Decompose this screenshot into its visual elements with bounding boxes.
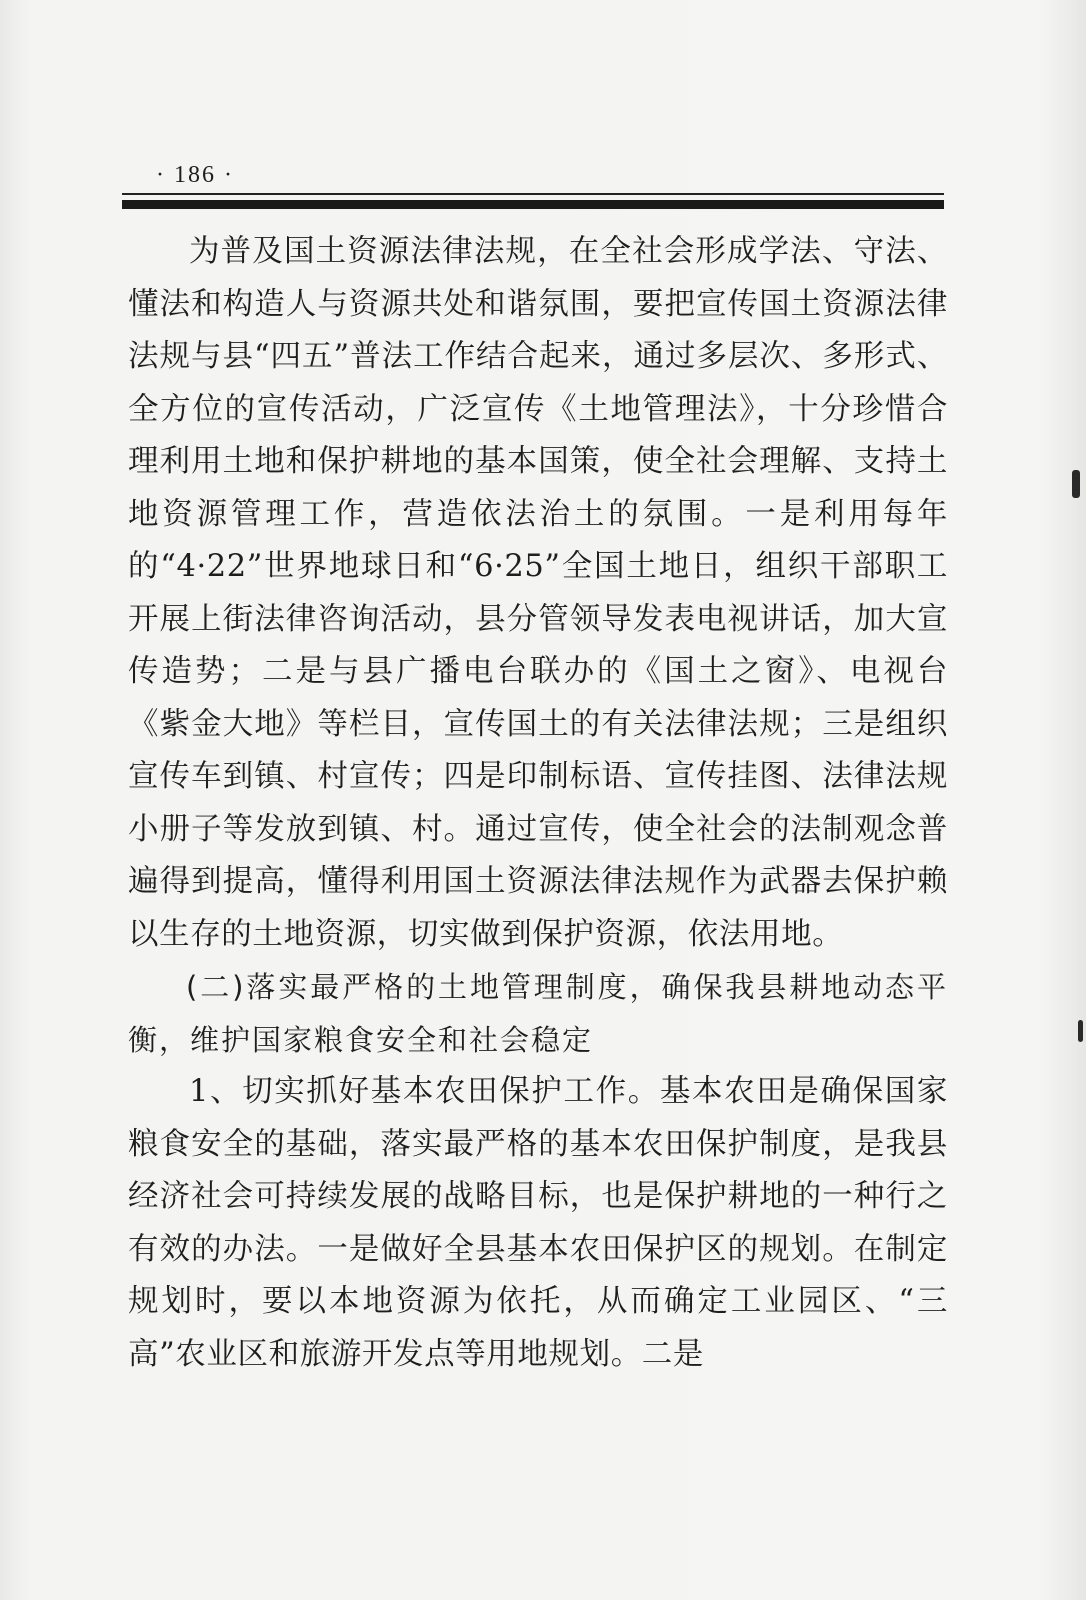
paragraph-farmland-protection: 1、切实抓好基本农田保护工作。基本农田是确保国家粮食安全的基础，落实最严格的基本农田保护制度，是我县经济社会可持续发展的战略目标，也是保护耕地的一种行之有效的办法。一是做好全县基本农田保护区的规划。在制定规划时，要以本地资源为依托，从而确定工业园区、“三高”农业区和旅游开发点等用地规划。二是 — [128, 1074, 948, 1372]
page-body — [128, 226, 948, 1381]
header-rule-thin — [122, 193, 944, 195]
binding-mark — [1072, 470, 1080, 498]
binding-mark — [1078, 1020, 1083, 1042]
page-number: · 186 · — [156, 162, 234, 188]
section-heading: (二)落实最严格的土地管理制度，确保我县耕地动态平衡，维护国家粮食安全和社会稳定 — [128, 970, 948, 1057]
paragraph-law-publicity: 为普及国土资源法律法规，在全社会形成学法、守法、懂法和构造人与资源共处和谐氛围，要把宣传国土资源法律法规与县“四五”普法工作结合起来，通过多层次、多形式、全方位的宣传活动，广泛宣传《土地管理法》，十分珍惜合理利用土地和保护耕地的基本国策，使全社会理解、支持土地资源管理工作，营造依法治土的氛围。一是利用每年的“4·22”世界地球日和“6·25”全国土地日，组织干部职工开展上街法律咨询活动，县分管领导发表电视讲话，加大宣传造势；二是与县广播电台联办的《国土之窗》、电视台《紫金大地》等栏目，宣传国土的有关法律法规；三是组织宣传车到镇、村宣传；四是印制标语、宣传挂图、法律法规小册子等发放到镇、村。通过宣传，使全社会的法制观念普遍得到提高，懂得利用国土资源法律法规作为武器去保护赖以生存的土地资源，切实做到保护资源，依法用地。 — [128, 234, 948, 952]
header-rule-thick — [122, 200, 944, 209]
